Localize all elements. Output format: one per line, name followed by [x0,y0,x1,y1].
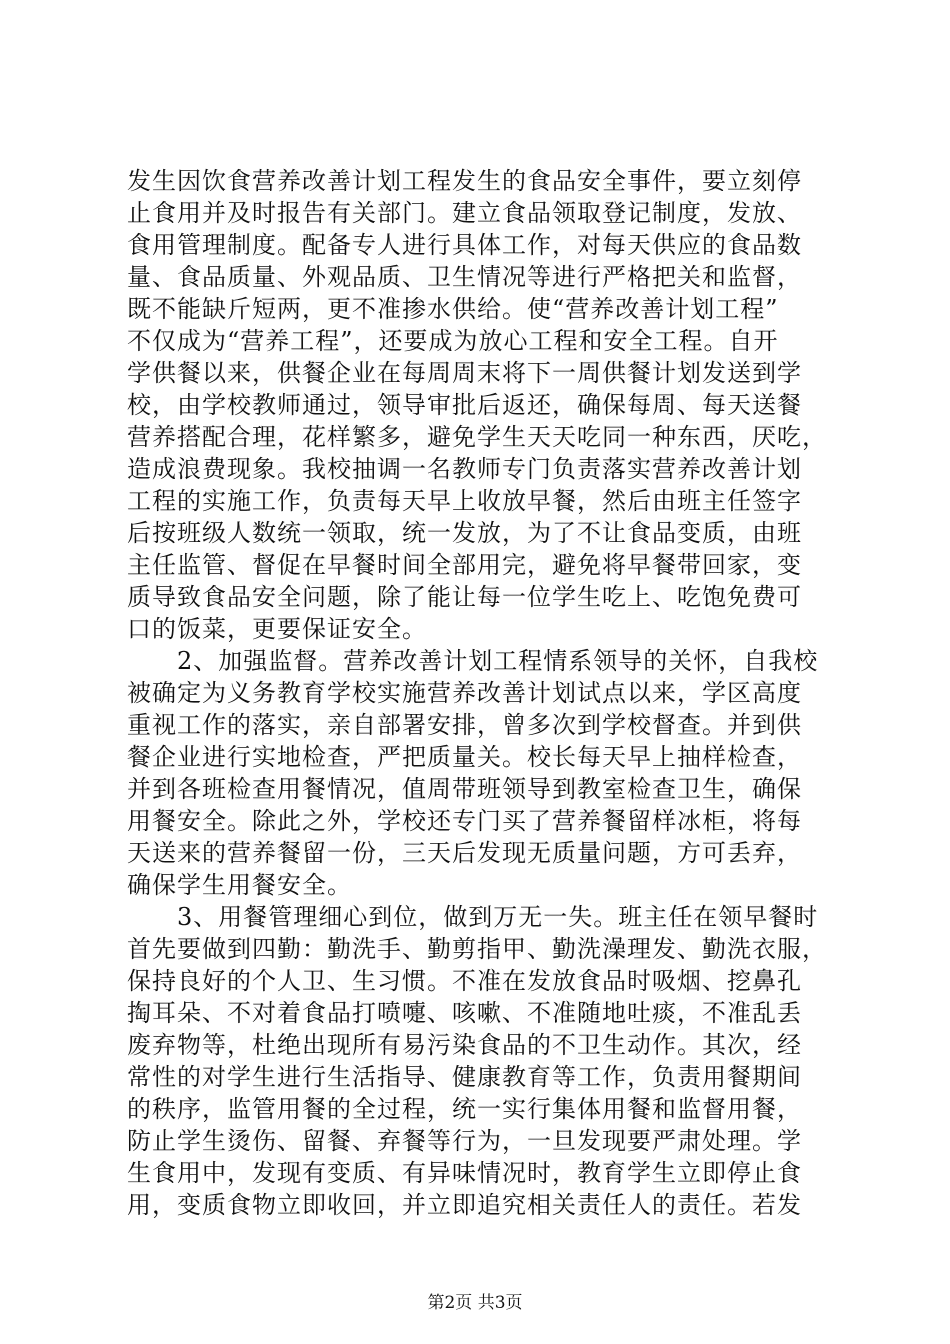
text-line: 发生因饮食营养改善计划工程发生的食品安全事件，要立刻停 [127,167,802,195]
text-line: 首先要做到四勤：勤洗手、勤剪指甲、勤洗澡理发、勤洗衣服， [127,935,827,963]
text-line: 用，变质食物立即收回，并立即追究相关责任人的责任。若发 [127,1191,802,1219]
page-footer: 第2页 共3页 [427,1293,523,1313]
text-line: 并到各班检查用餐情况，值周带班领导到教室检查卫生，确保 [127,775,802,803]
text-line: 常性的对学生进行生活指导、健康教育等工作，负责用餐期间 [127,1063,802,1091]
text-line: 不仅成为“营养工程”，还要成为放心工程和安全工程。自开 [127,327,779,355]
text-line: 重视工作的落实，亲自部署安排，曾多次到学校督查。并到供 [127,711,802,739]
text-line: 废弃物等，杜绝出现所有易污染食品的不卫生动作。其次，经 [127,1031,802,1059]
text-line: 既不能缺斤短两，更不准掺水供给。使“营养改善计划工程” [127,295,779,323]
text-line: 营养搭配合理，花样繁多，避免学生天天吃同一种东西，厌吃， [127,423,827,451]
text-line: 造成浪费现象。我校抽调一名教师专门负责落实营养改善计划 [127,455,802,483]
text-line: 3、用餐管理细心到位，做到万无一失。班主任在领早餐时 [127,903,819,931]
text-line: 后按班级人数统一领取，统一发放，为了不让食品变质，由班 [127,519,802,547]
text-line: 主任监管、督促在早餐时间全部用完，避免将早餐带回家，变 [127,551,802,579]
text-line: 天送来的营养餐留一份，三天后发现无质量问题，方可丢弃， [127,839,802,867]
body-text [127,165,827,1221]
text-line: 量、食品质量、外观品质、卫生情况等进行严格把关和监督， [127,263,802,291]
text-line: 口的饭菜，更要保证安全。 [127,615,427,643]
text-line: 的秩序，监管用餐的全过程，统一实行集体用餐和监督用餐， [127,1095,802,1123]
text-line: 掏耳朵、不对着食品打喷嚏、咳嗽、不准随地吐痰，不准乱丢 [127,999,802,1027]
text-line: 质导致食品安全问题，除了能让每一位学生吃上、吃饱免费可 [127,583,802,611]
text-line: 校，由学校教师通过，领导审批后返还，确保每周、每天送餐 [127,391,802,419]
text-line: 被确定为义务教育学校实施营养改善计划试点以来，学区高度 [127,679,802,707]
text-line: 确保学生用餐安全。 [127,871,352,899]
text-line: 止食用并及时报告有关部门。建立食品领取登记制度，发放、 [127,199,802,227]
text-line: 食用管理制度。配备专人进行具体工作，对每天供应的食品数 [127,231,802,259]
text-line: 保持良好的个人卫、生习惯。不准在发放食品时吸烟、挖鼻孔 [127,967,802,995]
text-line: 用餐安全。除此之外，学校还专门买了营养餐留样冰柜，将每 [127,807,802,835]
text-line: 防止学生烫伤、留餐、弃餐等行为，一旦发现要严肃处理。学 [127,1127,802,1155]
text-line: 学供餐以来，供餐企业在每周周末将下一周供餐计划发送到学 [127,359,802,387]
text-line: 工程的实施工作，负责每天早上收放早餐，然后由班主任签字 [127,487,802,515]
text-line: 2、加强监督。营养改善计划工程情系领导的关怀，自我校 [127,647,819,675]
text-line: 餐企业进行实地检查，严把质量关。校长每天早上抽样检查， [127,743,802,771]
text-line: 生食用中，发现有变质、有异味情况时，教育学生立即停止食 [127,1159,802,1187]
